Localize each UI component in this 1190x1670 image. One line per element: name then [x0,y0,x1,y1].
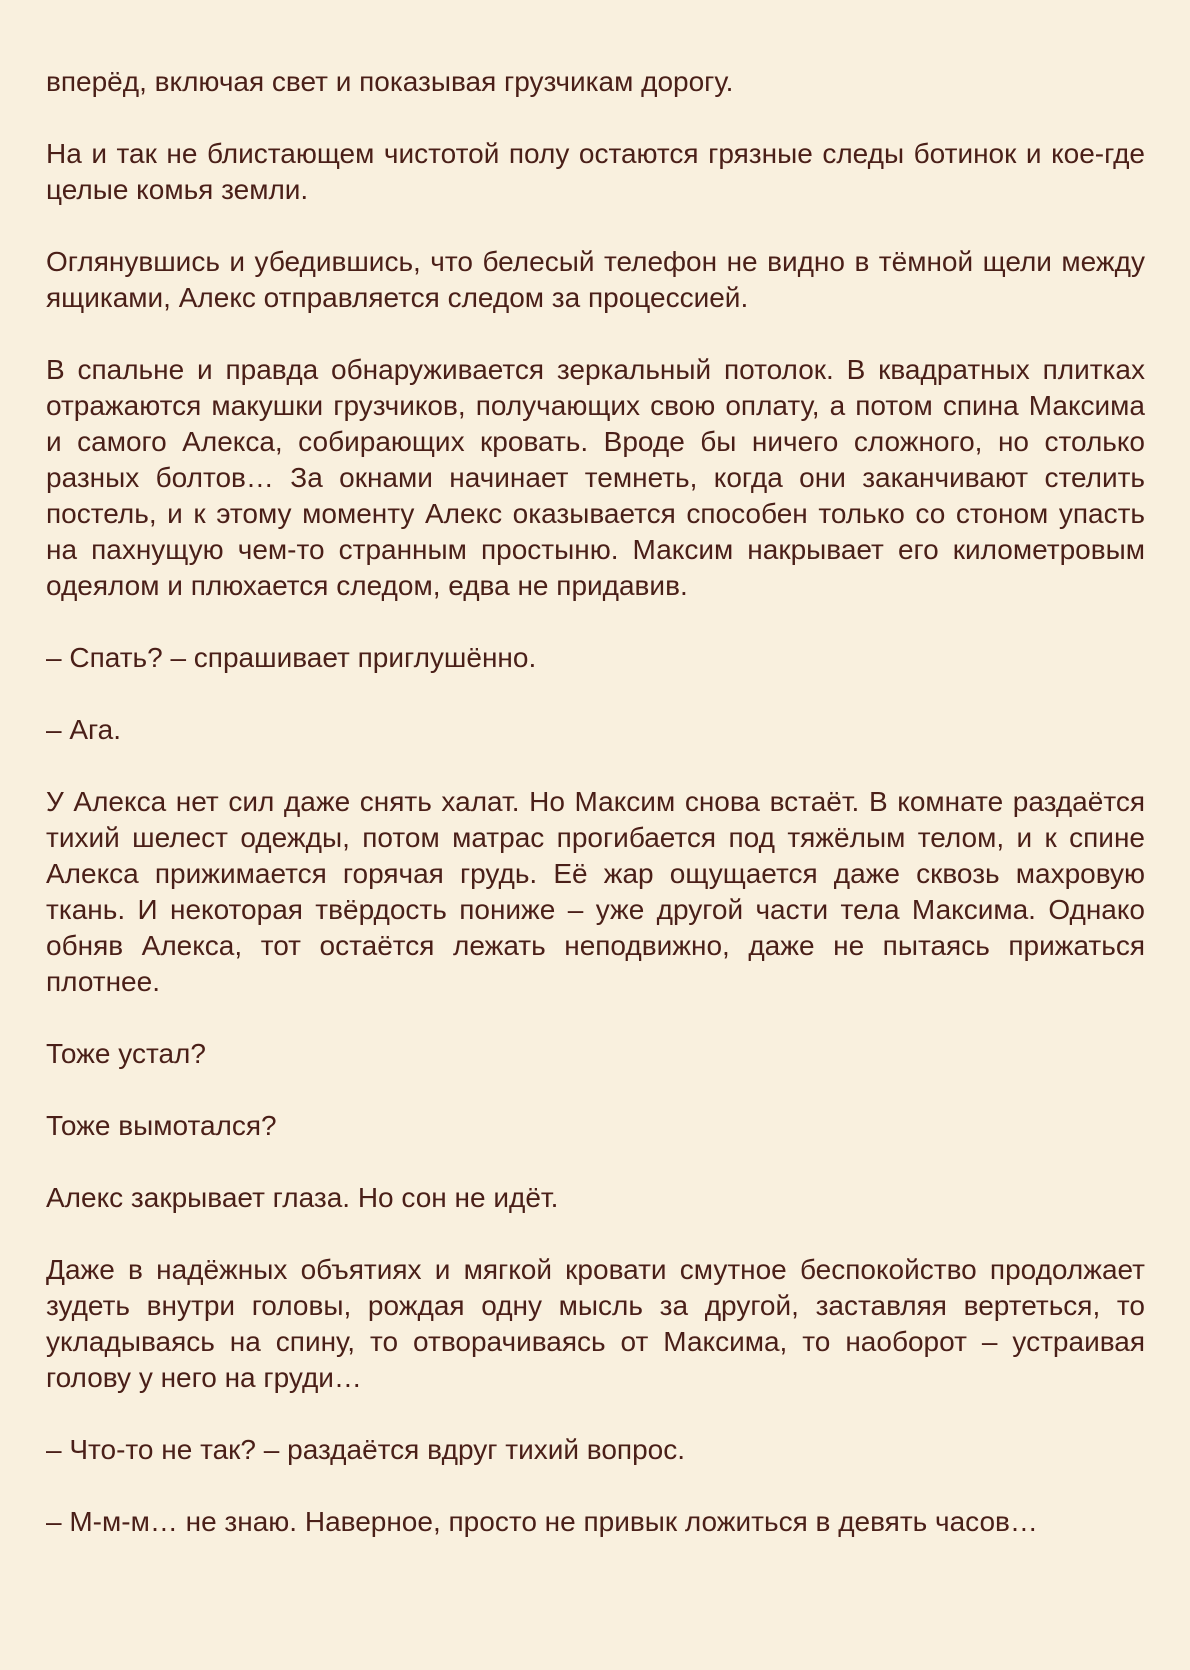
paragraph-3: Оглянувшись и убедившись, что белесый телефон не видно в тёмной щели между ящиками, Алекс отправляется следом за процессией. [46,246,1145,313]
paragraph-4: В спальне и правда обнаруживается зеркальный потолок. В квадратных плитках отражаются макушки грузчиков, получающих свою оплату, а потом спина Максима и самого Алекса, собирающих кровать. Вроде бы ничего сложного, но столько разных болтов… За окнами начинает темнеть, когда они заканчивают стелить постель, и к этому моменту Алекс оказывается способен только со стоном упасть на пахнущую чем-то странным простыню. Максим накрывает его километровым одеялом и плюхается следом, едва не придавив. [46,354,1145,601]
paragraph-6: – Ага. [46,714,121,745]
paragraph-1: вперёд, включая свет и показывая грузчикам дорогу. [46,66,734,97]
paragraph-2: На и так не блистающем чистотой полу остаются грязные следы ботинок и кое-где целые комья земли. [46,138,1145,205]
paragraph-5: – Спать? – спрашивает приглушённо. [46,642,537,673]
paragraph-10: Алекс закрывает глаза. Но сон не идёт. [46,1182,559,1213]
paragraph-13: – М-м-м… не знаю. Наверное, просто не привык ложиться в девять часов… [46,1506,1038,1537]
paragraph-9: Тоже вымотался? [46,1110,277,1141]
document-page [46,64,1145,1540]
paragraph-12: – Что-то не так? – раздаётся вдруг тихий вопрос. [46,1434,686,1465]
paragraph-11: Даже в надёжных объятиях и мягкой кровати смутное беспокойство продолжает зудеть внутри головы, рождая одну мысль за другой, заставляя вертеться, то укладываясь на спину, то отворачиваясь от Максима, то наоборот – устраивая голову у него на груди… [46,1254,1145,1393]
paragraph-7: У Алекса нет сил даже снять халат. Но Максим снова встаёт. В комнате раздаётся тихий шелест одежды, потом матрас прогибается под тяжёлым телом, и к спине Алекса прижимается горячая грудь. Её жар ощущается даже сквозь махровую ткань. И некоторая твёрдость пониже – уже другой части тела Максима. Однако обняв Алекса, тот остаётся лежать неподвижно, даже не пытаясь прижаться плотнее. [46,786,1145,997]
paragraph-8: Тоже устал? [46,1038,206,1069]
